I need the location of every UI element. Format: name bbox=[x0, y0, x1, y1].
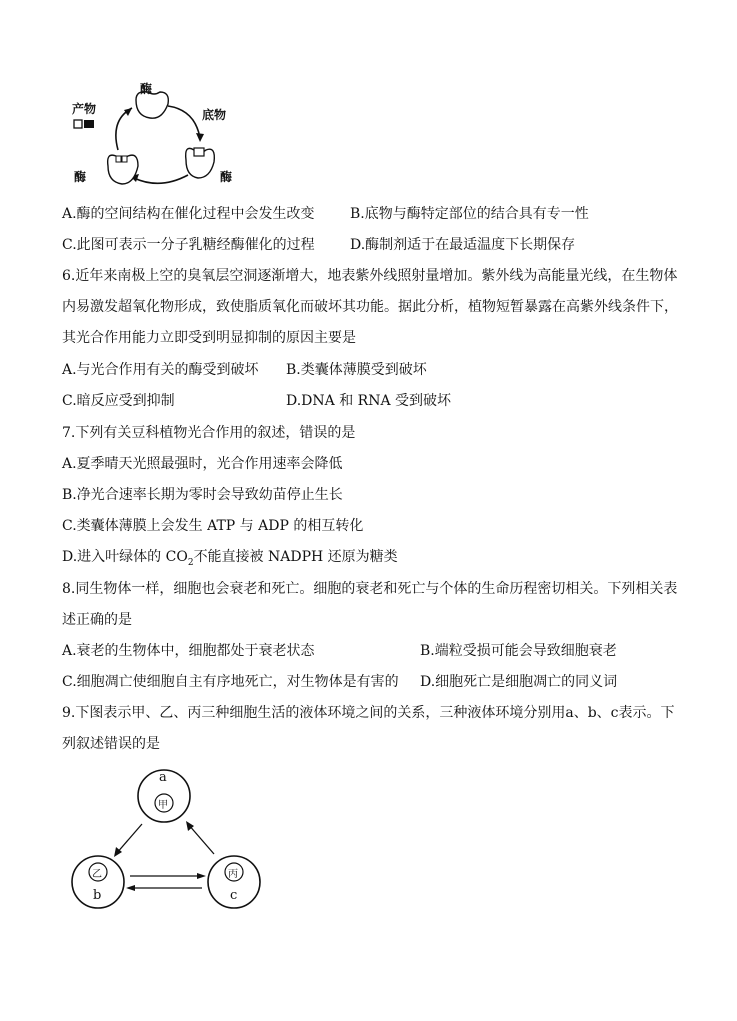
label-jia: 甲 bbox=[158, 800, 168, 811]
q8-stem-line2: 述正确的是 bbox=[62, 612, 132, 628]
label-bing: 丙 bbox=[228, 869, 238, 880]
arrow-top-right bbox=[168, 106, 200, 138]
q8-option-c: C.细胞凋亡使细胞自主有序地死亡，对生物体是有害的 bbox=[62, 674, 399, 690]
label-b: b bbox=[93, 888, 102, 903]
q9-stem-line2: 列叙述错误的是 bbox=[62, 736, 160, 752]
q7-stem: 7.下列有关豆科植物光合作用的叙述，错误的是 bbox=[62, 425, 356, 441]
arrow-bottom-left bbox=[134, 175, 188, 183]
q5-option-c: C.此图可表示一分子乳糖经酶催化的过程 bbox=[62, 237, 315, 253]
label-c: c bbox=[230, 888, 238, 903]
substrate-label: 底物 bbox=[202, 108, 227, 122]
label-yi: 乙 bbox=[92, 869, 102, 880]
q6-option-d: D.DNA 和 RNA 受到破坏 bbox=[286, 393, 452, 409]
q6-stem-line3: 其光合作用能力立即受到明显抑制的原因主要是 bbox=[62, 330, 356, 346]
q8-option-d: D.细胞死亡是细胞凋亡的同义词 bbox=[420, 674, 618, 690]
arrow-c-to-a bbox=[188, 824, 214, 854]
q7-option-a: A.夏季晴天光照最强时，光合作用速率会降低 bbox=[62, 456, 343, 472]
left-enzyme-label: 酶 bbox=[74, 170, 87, 184]
q5-option-b: B.底物与酶特定部位的结合具有专一性 bbox=[350, 206, 589, 222]
fluid-relation-figure bbox=[66, 766, 266, 916]
label-a: a bbox=[159, 770, 167, 785]
q6-option-c: C.暗反应受到抑制 bbox=[62, 393, 175, 409]
product-square-2 bbox=[84, 120, 94, 128]
enzyme-cycle-figure bbox=[70, 80, 250, 195]
q6-option-b: B.类囊体薄膜受到破坏 bbox=[286, 362, 427, 378]
product-square-1 bbox=[74, 120, 82, 128]
arrow-a-to-b bbox=[116, 824, 142, 854]
q8-option-a: A.衰老的生物体中，细胞都处于衰老状态 bbox=[62, 643, 315, 659]
q5-option-d: D.酶制剂适于在最适温度下长期保存 bbox=[350, 237, 576, 253]
q7-option-d: D.进入叶绿体的 $CO_2$不能直接被 NADPH 还原为糖类 bbox=[62, 549, 398, 568]
product-label: 产物 bbox=[72, 102, 97, 116]
arrow-left-up bbox=[116, 108, 132, 150]
q8-stem-line1: 8.同生物体一样，细胞也会衰老和死亡。细胞的衰老和死亡与个体的生命历程密切相关。下列相关表 bbox=[62, 581, 678, 597]
top-enzyme-label: 酶 bbox=[140, 82, 153, 96]
q6-stem-line2: 内易激发超氧化物形成，致使脂质氧化而破坏其功能。据此分析，植物短暂暴露在高紫外线条件下， bbox=[62, 299, 678, 315]
q9-stem-line1: 9.下图表示甲、乙、丙三种细胞生活的液体环境之间的关系，三种液体环境分别用a、b、c表示。下 bbox=[62, 705, 675, 721]
q8-option-b: B.端粒受损可能会导致细胞衰老 bbox=[420, 643, 617, 659]
q6-option-a: A.与光合作用有关的酶受到破坏 bbox=[62, 362, 259, 378]
q7-option-c: C.类囊体薄膜上会发生 ATP 与 ADP 的相互转化 bbox=[62, 518, 364, 534]
q7-option-b: B.净光合速率长期为零时会导致幼苗停止生长 bbox=[62, 487, 343, 503]
q5-option-a: A.酶的空间结构在催化过程中会发生改变 bbox=[62, 206, 315, 222]
right-enzyme-label: 酶 bbox=[220, 170, 233, 184]
q6-stem-line1: 6.近年来南极上空的臭氧层空洞逐渐增大，地表紫外线照射量增加。紫外线为高能量光线，在生物体 bbox=[62, 268, 678, 284]
substrate-shape bbox=[194, 148, 204, 156]
